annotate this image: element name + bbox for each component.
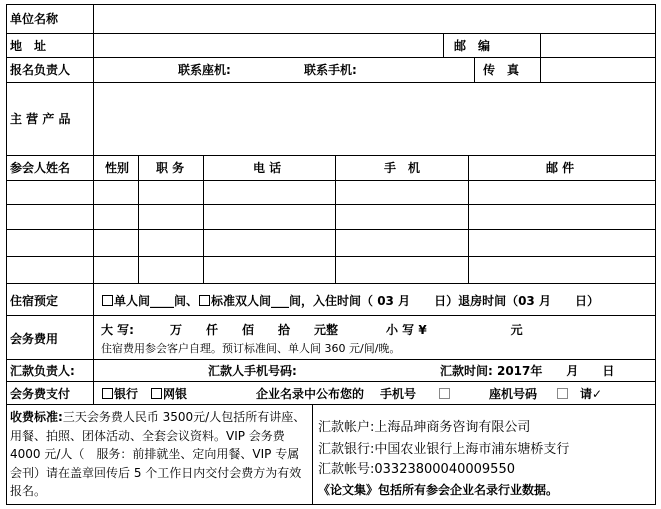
account-bank: 汇款银行:中国农业银行上海市浦东塘桥支行 <box>318 442 570 457</box>
fax-label: 传 真 <box>483 63 520 77</box>
contact-person-label: 报名负责人 <box>10 63 71 77</box>
border-right <box>655 4 656 505</box>
border-top <box>6 4 656 5</box>
address-field[interactable] <box>95 35 441 56</box>
landline-option-checkbox[interactable] <box>557 388 568 399</box>
fee-label: 会务费用 <box>10 332 59 346</box>
remit-person-label: 汇款负责人: <box>10 364 75 378</box>
lodging-line <box>101 294 599 308</box>
fee-note: 住宿费用参会客户自理。预订标准间、单人间 360 元/间/晚。 <box>101 342 401 355</box>
row-line <box>6 155 656 156</box>
row-line <box>6 204 656 205</box>
col-line <box>138 155 139 284</box>
row-line <box>6 256 656 257</box>
row-line <box>6 315 656 316</box>
landline-option <box>556 387 569 401</box>
col-line <box>540 57 541 83</box>
col-line <box>540 33 541 58</box>
fee-standard-text: 三天会务费人民币 3500元/人包括所有讲座、用餐、拍照、团体活动、全套会议资料。VIP 会务费 4000 元/人（ 服务：前排就坐、定向用餐、VIP 专属会刊）请在盖章回传后 5 个工作日内交付会费方为有效报名。 <box>10 410 306 498</box>
row-line <box>6 82 656 83</box>
row-line <box>6 381 656 382</box>
fee-standard <box>10 408 310 501</box>
row-line <box>6 57 656 58</box>
company-label: 单位名称 <box>10 12 59 26</box>
company-field[interactable] <box>95 6 653 32</box>
mobile-option-text: 手机号 <box>380 387 417 401</box>
postcode-label: 邮 编 <box>454 39 491 53</box>
address-label: 地 址 <box>10 39 47 53</box>
account-number: 汇款帐号:03323800040009550 <box>318 462 515 477</box>
double-room-checkbox[interactable] <box>199 295 210 306</box>
landline-label: 联系座机: <box>178 63 231 77</box>
online-bank-checkbox[interactable] <box>151 388 162 399</box>
row-line <box>6 404 656 405</box>
border-left <box>6 4 7 505</box>
mobile-label: 联系手机: <box>304 63 357 77</box>
mobile-header: 手 机 <box>384 161 421 175</box>
payment-label: 会务费支付 <box>10 387 71 401</box>
mobile-option-checkbox[interactable] <box>439 388 450 399</box>
row-line <box>6 359 656 360</box>
bank-option-text: 银行 <box>114 387 139 401</box>
mobile-option <box>438 387 451 401</box>
col-line <box>468 155 469 284</box>
bank-checkbox[interactable] <box>102 388 113 399</box>
landline-option-text: 座机号码 <box>489 387 538 401</box>
remit-time-label: 汇款时间: 2017年 月 日 <box>440 364 615 378</box>
lodging-label: 住宿预定 <box>10 294 59 308</box>
col-line <box>203 155 204 284</box>
products-field[interactable] <box>95 84 653 154</box>
single-room-text: 单人间____间、 <box>114 294 199 308</box>
phone-header: 电 话 <box>253 161 282 175</box>
remit-phone-label: 汇款人手机号码: <box>208 364 297 378</box>
postcode-field[interactable] <box>542 35 653 56</box>
gender-header: 性别 <box>105 161 130 175</box>
row-line <box>6 229 656 230</box>
label-divider <box>93 4 94 404</box>
attendee-name-header: 参会人姓名 <box>10 161 71 175</box>
fee-standard-title: 收费标准: <box>10 410 63 424</box>
row-line <box>6 33 656 34</box>
payment-options <box>101 387 187 401</box>
col-line <box>335 155 336 284</box>
fax-field[interactable] <box>542 59 653 81</box>
products-label: 主 营 产 品 <box>10 112 71 126</box>
col-line <box>443 33 444 58</box>
double-room-text: 标准双人间___间，入住时间（ 03 月 日）退房时间（03 月 日） <box>211 294 599 308</box>
single-room-checkbox[interactable] <box>102 295 113 306</box>
row-line <box>6 180 656 181</box>
please-check-note: 请✓ <box>580 387 603 401</box>
fee-amount: 大 写: 万 仟 佰 拾 元整 小 写 ¥ 元 <box>101 323 523 337</box>
col-line <box>312 404 313 505</box>
row-line <box>6 283 656 284</box>
proceedings-note: 《论文集》包括所有参会企业名录行业数据。 <box>318 483 559 497</box>
position-header: 职 务 <box>156 161 185 175</box>
directory-question: 企业名录中公布您的 <box>256 387 365 401</box>
account-name: 汇款帐户:上海品珅商务咨询有限公司 <box>318 420 531 435</box>
border-bottom <box>6 504 656 505</box>
email-header: 邮 件 <box>546 161 575 175</box>
col-line <box>474 57 475 83</box>
online-bank-option-text: 网银 <box>163 387 188 401</box>
